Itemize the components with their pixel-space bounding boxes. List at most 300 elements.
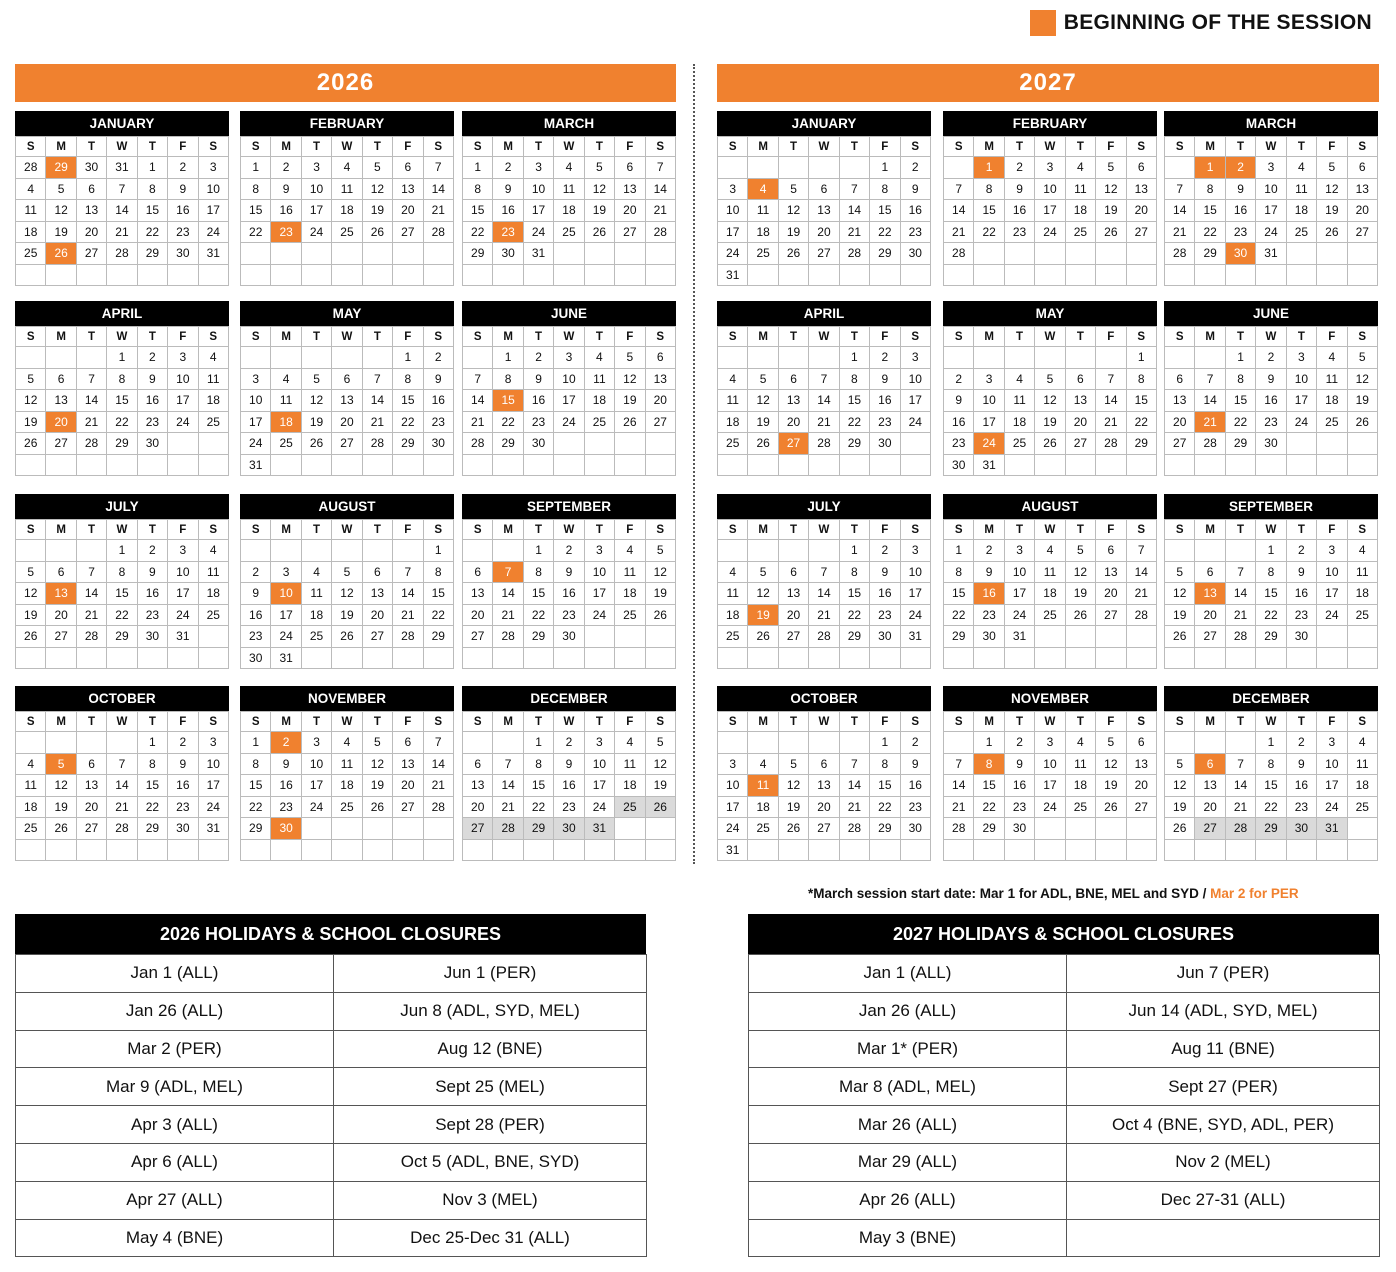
day-cell: 19 [1165,604,1195,626]
day-cell: 28 [1195,433,1225,455]
day-cell: 12 [362,753,392,775]
empty-cell [271,839,301,861]
holiday-cell: Nov 3 (MEL) [334,1181,647,1219]
empty-cell [1256,264,1286,286]
day-cell: 26 [778,243,808,265]
month-2026-august [240,494,454,669]
month-title: APRIL [717,301,931,326]
day-cell: 23 [870,411,900,433]
weekday-header: S [944,137,974,157]
day-cell: 1 [1256,540,1286,562]
session-start-day: 30 [271,818,301,840]
day-cell: 28 [107,818,137,840]
day-cell: 6 [1195,561,1225,583]
weekday-header: T [1225,327,1255,347]
day-cell: 30 [523,433,553,455]
day-cell: 23 [1225,221,1255,243]
empty-cell [463,264,493,286]
day-cell: 31 [1004,626,1034,648]
day-cell: 4 [615,540,645,562]
day-cell: 14 [1225,583,1255,605]
day-cell: 16 [271,200,301,222]
day-cell: 17 [301,775,331,797]
day-cell: 3 [523,157,553,179]
weekday-header: S [241,137,271,157]
legend-swatch [1030,10,1056,36]
day-cell: 11 [615,753,645,775]
day-cell: 23 [1286,604,1316,626]
day-cell: 8 [241,178,271,200]
day-cell: 1 [241,157,271,179]
day-cell: 15 [107,583,137,605]
weekday-header: T [523,137,553,157]
weekday-header: W [1256,327,1286,347]
weekday-header: T [839,712,869,732]
day-cell: 7 [1126,540,1156,562]
holidays-2027-title: 2027 HOLIDAYS & SCHOOL CLOSURES [748,914,1379,954]
day-cell: 21 [1126,583,1156,605]
day-cell: 18 [748,221,778,243]
empty-cell [301,347,331,369]
day-cell: 12 [645,561,675,583]
day-cell: 5 [645,540,675,562]
month-2026-november [240,686,454,861]
day-cell: 6 [46,561,76,583]
day-cell: 16 [1225,200,1255,222]
day-cell: 21 [944,796,974,818]
empty-cell [362,647,392,669]
day-cell: 5 [1096,157,1126,179]
day-cell: 15 [1225,390,1255,412]
day-cell: 12 [332,583,362,605]
empty-cell [1195,839,1225,861]
march-note [808,886,1299,901]
month-grid [943,711,1157,861]
weekday-header: W [554,137,584,157]
day-cell: 24 [1035,796,1065,818]
day-cell: 2 [974,540,1004,562]
day-cell: 5 [645,732,675,754]
day-cell: 12 [1096,753,1126,775]
empty-cell [1195,732,1225,754]
day-cell: 2 [900,157,930,179]
day-cell: 12 [1165,583,1195,605]
session-start-day: 8 [974,753,1004,775]
day-cell: 8 [393,368,423,390]
day-cell: 4 [718,561,748,583]
day-cell: 19 [1165,796,1195,818]
empty-cell [168,647,198,669]
day-cell: 24 [584,604,614,626]
holiday-row [16,1219,647,1257]
day-cell: 7 [107,178,137,200]
month-title: DECEMBER [1164,686,1378,711]
weekday-header: M [974,520,1004,540]
day-cell: 27 [778,626,808,648]
day-cell: 6 [332,368,362,390]
day-cell: 12 [46,200,76,222]
day-cell: 18 [198,583,228,605]
empty-cell [393,243,423,265]
day-cell: 12 [1347,368,1377,390]
month-grid [1164,519,1378,669]
day-cell: 12 [362,178,392,200]
holidays-2026-title: 2026 HOLIDAYS & SCHOOL CLOSURES [15,914,646,954]
session-start-day: 2 [271,732,301,754]
day-cell: 11 [332,178,362,200]
day-cell: 27 [362,626,392,648]
day-cell: 30 [137,433,167,455]
day-cell: 23 [241,626,271,648]
empty-cell [107,647,137,669]
weekday-header: T [778,137,808,157]
holiday-row [16,1143,647,1181]
day-cell: 11 [1065,753,1095,775]
weekday-header: S [645,327,675,347]
day-cell: 5 [1065,540,1095,562]
day-cell: 16 [554,775,584,797]
day-cell: 21 [809,411,839,433]
empty-cell [554,839,584,861]
day-cell: 21 [944,221,974,243]
day-cell: 23 [523,411,553,433]
empty-cell [271,540,301,562]
empty-cell [76,347,106,369]
day-cell: 13 [1096,561,1126,583]
month-2026-july [15,494,229,669]
day-cell: 16 [554,583,584,605]
day-cell: 19 [46,221,76,243]
empty-cell [718,347,748,369]
day-cell: 17 [1286,390,1316,412]
empty-cell [748,454,778,476]
day-cell: 8 [137,178,167,200]
empty-cell [332,818,362,840]
month-title: MAY [943,301,1157,326]
day-cell: 26 [1065,604,1095,626]
day-cell: 2 [900,732,930,754]
day-cell: 10 [900,561,930,583]
day-cell: 25 [1347,796,1377,818]
day-cell: 17 [523,200,553,222]
day-cell: 22 [107,411,137,433]
day-cell: 27 [46,626,76,648]
month-2026-october [15,686,229,861]
empty-cell [393,454,423,476]
weekday-header: F [1096,327,1126,347]
weekday-header: S [944,327,974,347]
empty-cell [393,839,423,861]
day-cell: 12 [16,583,46,605]
day-cell: 28 [107,243,137,265]
empty-cell [1035,818,1065,840]
day-cell: 6 [645,347,675,369]
empty-cell [645,647,675,669]
day-cell: 31 [1256,243,1286,265]
weekday-header: S [718,327,748,347]
weekday-header: W [1256,520,1286,540]
day-cell: 24 [271,626,301,648]
empty-cell [974,839,1004,861]
day-cell: 22 [137,221,167,243]
day-cell: 27 [393,221,423,243]
day-cell: 20 [76,221,106,243]
holiday-cell: Jun 7 (PER) [1067,955,1380,993]
empty-cell [944,157,974,179]
day-cell: 5 [1165,753,1195,775]
day-cell: 9 [423,368,453,390]
day-cell: 26 [748,433,778,455]
day-cell: 10 [301,753,331,775]
empty-cell [493,454,523,476]
day-cell: 15 [463,200,493,222]
day-cell: 22 [523,796,553,818]
empty-cell [1126,818,1156,840]
month-title: FEBRUARY [943,111,1157,136]
day-cell: 8 [944,561,974,583]
weekday-header: S [645,137,675,157]
weekday-header: T [584,327,614,347]
weekday-header: T [362,712,392,732]
day-cell: 7 [944,178,974,200]
day-cell: 16 [870,583,900,605]
session-start-day: 5 [46,753,76,775]
empty-cell [301,243,331,265]
empty-cell [809,647,839,669]
day-cell: 19 [1096,775,1126,797]
day-cell: 15 [944,583,974,605]
empty-cell [198,264,228,286]
day-cell: 18 [1347,775,1377,797]
empty-cell [1225,454,1255,476]
day-cell: 4 [16,753,46,775]
day-cell: 26 [332,626,362,648]
day-cell: 9 [1256,368,1286,390]
empty-cell [493,264,523,286]
day-cell: 27 [1126,796,1156,818]
day-cell: 15 [1126,390,1156,412]
weekday-header: S [718,520,748,540]
day-cell: 30 [900,818,930,840]
day-cell: 2 [1004,157,1034,179]
day-cell: 23 [137,411,167,433]
month-2027-april [717,301,931,476]
empty-cell [301,647,331,669]
empty-cell [944,264,974,286]
empty-cell [748,647,778,669]
empty-cell [645,839,675,861]
day-cell: 29 [944,626,974,648]
weekday-header: M [493,137,523,157]
month-title: AUGUST [240,494,454,519]
day-cell: 22 [839,411,869,433]
holiday-row [749,1219,1380,1257]
day-cell: 22 [1256,604,1286,626]
day-cell: 12 [584,178,614,200]
empty-cell [271,243,301,265]
empty-cell [554,243,584,265]
day-cell: 13 [76,775,106,797]
empty-cell [944,647,974,669]
day-cell: 17 [1035,775,1065,797]
day-cell: 28 [423,796,453,818]
day-cell: 25 [1317,411,1347,433]
empty-cell [1347,454,1377,476]
empty-cell [718,157,748,179]
empty-cell [900,433,930,455]
empty-cell [46,264,76,286]
weekday-header: T [584,712,614,732]
day-cell: 12 [645,753,675,775]
day-cell: 22 [839,604,869,626]
day-cell: 23 [137,604,167,626]
day-cell: 13 [778,390,808,412]
day-cell: 21 [839,221,869,243]
weekday-header: S [198,137,228,157]
weekday-header: T [76,712,106,732]
day-cell: 17 [1317,583,1347,605]
day-cell: 3 [1256,157,1286,179]
empty-cell [839,839,869,861]
weekday-header: S [1165,520,1195,540]
empty-cell [1126,839,1156,861]
day-cell: 18 [584,390,614,412]
day-cell: 21 [1096,411,1126,433]
empty-cell [1126,264,1156,286]
day-cell: 28 [645,221,675,243]
day-cell: 30 [1286,626,1316,648]
day-cell: 11 [16,775,46,797]
day-cell: 12 [16,390,46,412]
session-start-day: 7 [493,561,523,583]
day-cell: 2 [1286,732,1316,754]
day-cell: 3 [718,178,748,200]
day-cell: 3 [554,347,584,369]
weekday-header: S [1126,137,1156,157]
empty-cell [46,647,76,669]
month-grid [462,519,676,669]
day-cell: 26 [362,796,392,818]
weekday-header: S [1165,327,1195,347]
closure-day: 27 [1195,818,1225,840]
day-cell: 30 [900,243,930,265]
day-cell: 23 [900,221,930,243]
day-cell: 22 [870,221,900,243]
day-cell: 21 [107,796,137,818]
weekday-header: S [1126,327,1156,347]
day-cell: 6 [1126,157,1156,179]
empty-cell [1004,454,1034,476]
empty-cell [615,647,645,669]
month-grid [462,711,676,861]
day-cell: 10 [1317,753,1347,775]
day-cell: 9 [137,561,167,583]
day-cell: 29 [393,433,423,455]
month-grid [943,136,1157,286]
day-cell: 20 [1165,411,1195,433]
day-cell: 7 [393,561,423,583]
weekday-header: M [974,137,1004,157]
day-cell: 5 [584,157,614,179]
empty-cell [332,839,362,861]
day-cell: 14 [809,390,839,412]
day-cell: 6 [463,753,493,775]
empty-cell [615,433,645,455]
empty-cell [1317,647,1347,669]
day-cell: 20 [393,200,423,222]
weekday-header: T [1225,137,1255,157]
weekday-header: M [493,520,523,540]
day-cell: 4 [584,347,614,369]
weekday-header: T [362,137,392,157]
weekday-header: M [748,327,778,347]
empty-cell [76,454,106,476]
day-cell: 6 [76,178,106,200]
day-cell: 22 [1126,411,1156,433]
day-cell: 30 [870,626,900,648]
empty-cell [301,264,331,286]
session-start-day: 10 [271,583,301,605]
day-cell: 15 [839,390,869,412]
month-grid [15,326,229,476]
day-cell: 9 [1286,753,1316,775]
day-cell: 7 [463,368,493,390]
empty-cell [778,264,808,286]
day-cell: 29 [463,243,493,265]
day-cell: 16 [241,604,271,626]
day-cell: 5 [778,178,808,200]
day-cell: 14 [1165,200,1195,222]
day-cell: 29 [839,626,869,648]
day-cell: 8 [107,561,137,583]
day-cell: 21 [493,604,523,626]
holiday-cell: Jan 26 (ALL) [16,992,334,1030]
day-cell: 31 [718,839,748,861]
day-cell: 5 [362,157,392,179]
day-cell: 21 [1225,604,1255,626]
day-cell: 22 [107,604,137,626]
empty-cell [16,647,46,669]
day-cell: 8 [1256,753,1286,775]
day-cell: 23 [944,433,974,455]
day-cell: 25 [1347,604,1377,626]
empty-cell [107,839,137,861]
empty-cell [1096,626,1126,648]
empty-cell [423,647,453,669]
session-start-day: 1 [1195,157,1225,179]
empty-cell [523,839,553,861]
day-cell: 6 [1165,368,1195,390]
day-cell: 4 [748,753,778,775]
weekday-header: S [1165,712,1195,732]
weekday-header: F [870,327,900,347]
day-cell: 7 [1096,368,1126,390]
empty-cell [1347,626,1377,648]
weekday-header: M [271,712,301,732]
holiday-row [749,1106,1380,1144]
empty-cell [1165,540,1195,562]
holiday-cell: Sept 25 (MEL) [334,1068,647,1106]
empty-cell [362,454,392,476]
day-cell: 18 [198,390,228,412]
day-cell: 20 [1195,604,1225,626]
day-cell: 17 [554,390,584,412]
empty-cell [1126,647,1156,669]
day-cell: 9 [944,390,974,412]
day-cell: 31 [198,818,228,840]
day-cell: 15 [523,583,553,605]
weekday-header: M [748,520,778,540]
